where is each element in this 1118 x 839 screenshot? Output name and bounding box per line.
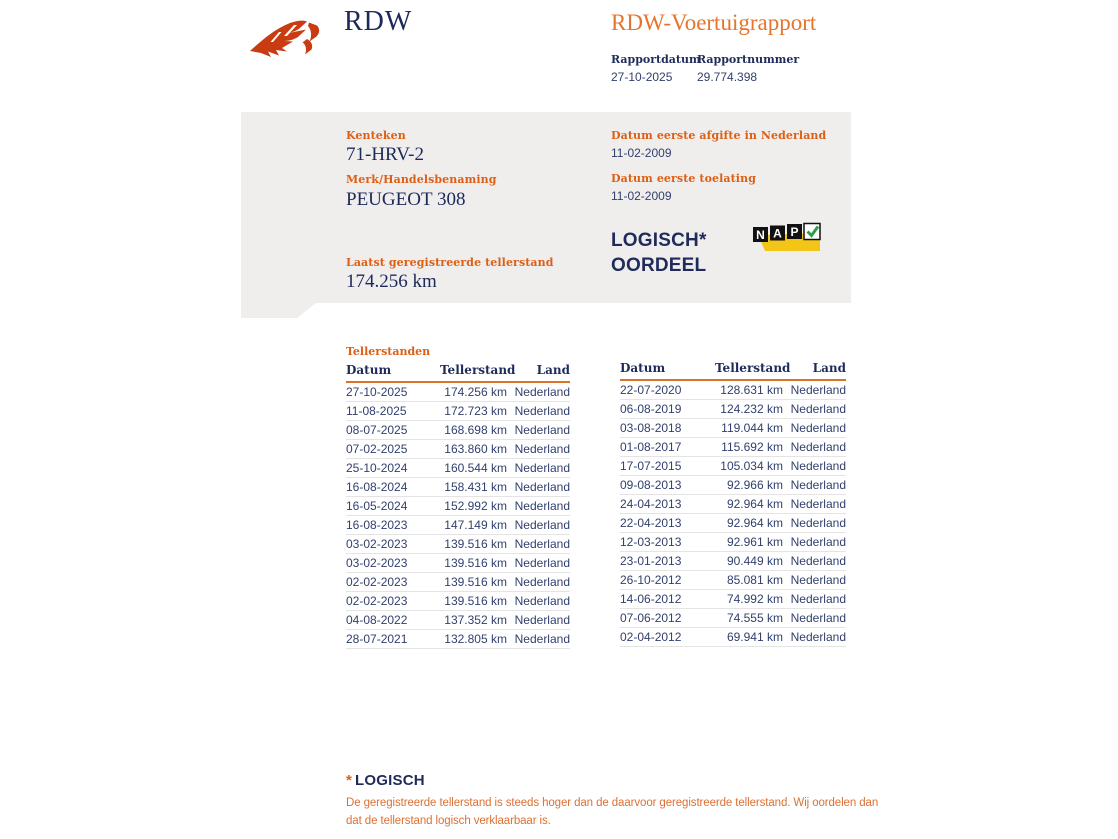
cell-land: Nederland — [783, 551, 846, 570]
cell-land: Nederland — [507, 401, 570, 420]
cell-land: Nederland — [507, 591, 570, 610]
cell-datum: 07-06-2012 — [620, 608, 715, 627]
table-row — [620, 437, 846, 456]
footnote-heading — [346, 772, 425, 789]
cell-tellerstand: 124.232 km — [715, 399, 783, 418]
table-row — [346, 515, 570, 534]
cell-land: Nederland — [507, 477, 570, 496]
cell-datum: 17-07-2015 — [620, 456, 715, 475]
table-header-row — [620, 361, 846, 380]
cell-land: Nederland — [507, 420, 570, 439]
kenteken-value: 71-HRV-2 — [346, 144, 425, 165]
cell-land: Nederland — [507, 382, 570, 401]
cell-tellerstand: 132.805 km — [440, 629, 507, 648]
tellerstanden-table-right — [620, 361, 846, 647]
cell-datum: 12-03-2013 — [620, 532, 715, 551]
cell-datum: 16-05-2024 — [346, 496, 440, 515]
report-date-block — [611, 53, 701, 84]
cell-land: Nederland — [507, 496, 570, 515]
report-meta — [611, 53, 799, 84]
footnote-text — [346, 795, 906, 830]
cell-tellerstand: 139.516 km — [440, 572, 507, 591]
cell-datum: 25-10-2024 — [346, 458, 440, 477]
cell-datum: 27-10-2025 — [346, 382, 440, 401]
table-row — [346, 401, 570, 420]
table-row — [346, 458, 570, 477]
nap-logo — [752, 222, 822, 254]
svg-text:P: P — [790, 225, 799, 239]
oordeel-text — [611, 228, 707, 278]
cell-datum: 24-04-2013 — [620, 494, 715, 513]
cell-datum: 23-01-2013 — [620, 551, 715, 570]
cell-land: Nederland — [783, 380, 846, 399]
table-row — [346, 553, 570, 572]
col-header-datum: Datum — [346, 363, 440, 382]
table-row — [620, 532, 846, 551]
cell-land: Nederland — [783, 456, 846, 475]
table-row — [346, 534, 570, 553]
cell-tellerstand: 115.692 km — [715, 437, 783, 456]
table-row — [620, 627, 846, 646]
cell-datum: 02-02-2023 — [346, 572, 440, 591]
report-number-block — [697, 53, 799, 84]
cell-tellerstand: 147.149 km — [440, 515, 507, 534]
cell-datum: 04-08-2022 — [346, 610, 440, 629]
cell-land: Nederland — [507, 610, 570, 629]
cell-tellerstand: 139.516 km — [440, 553, 507, 572]
col-header-tellerstand: Tellerstand — [440, 363, 507, 382]
table-row — [346, 591, 570, 610]
cell-tellerstand: 85.081 km — [715, 570, 783, 589]
oordeel-line2: OORDEEL — [611, 255, 707, 276]
cell-land: Nederland — [507, 629, 570, 648]
cell-tellerstand: 139.516 km — [440, 591, 507, 610]
merk-value: PEUGEOT 308 — [346, 189, 466, 210]
cell-land: Nederland — [783, 475, 846, 494]
afgifte-value: 11-02-2009 — [611, 146, 672, 160]
table-row — [346, 477, 570, 496]
table-row — [346, 420, 570, 439]
tellerstanden-section-right — [620, 361, 846, 647]
col-header-tellerstand: Tellerstand — [715, 361, 783, 380]
cell-datum: 03-02-2023 — [346, 534, 440, 553]
tellerstanden-title: Tellerstanden — [346, 345, 431, 358]
cell-datum: 03-02-2023 — [346, 553, 440, 572]
cell-tellerstand: 92.964 km — [715, 494, 783, 513]
footnote-asterisk: * — [346, 772, 353, 789]
report-number-value: 29.774.398 — [697, 70, 758, 84]
table-row — [620, 399, 846, 418]
toelating-value: 11-02-2009 — [611, 189, 672, 203]
cell-datum: 06-08-2019 — [620, 399, 715, 418]
cell-datum: 07-02-2025 — [346, 439, 440, 458]
cell-tellerstand: 92.961 km — [715, 532, 783, 551]
cell-tellerstand: 163.860 km — [440, 439, 507, 458]
cell-tellerstand: 74.555 km — [715, 608, 783, 627]
table-row — [346, 382, 570, 401]
table-row — [620, 494, 846, 513]
col-header-datum: Datum — [620, 361, 715, 380]
svg-text:A: A — [773, 226, 782, 241]
cell-land: Nederland — [783, 418, 846, 437]
cell-datum: 11-08-2025 — [346, 401, 440, 420]
cell-datum: 22-04-2013 — [620, 513, 715, 532]
cell-datum: 08-07-2025 — [346, 420, 440, 439]
cell-datum: 16-08-2023 — [346, 515, 440, 534]
rdw-wing-logo-icon — [248, 18, 326, 68]
cell-datum: 09-08-2013 — [620, 475, 715, 494]
table-row — [346, 629, 570, 648]
cell-tellerstand: 172.723 km — [440, 401, 507, 420]
table-row — [620, 475, 846, 494]
cell-datum: 03-08-2018 — [620, 418, 715, 437]
cell-datum: 26-10-2012 — [620, 570, 715, 589]
cell-tellerstand: 105.034 km — [715, 456, 783, 475]
summary-box-tail — [241, 302, 317, 318]
kenteken-label: Kenteken — [346, 129, 406, 142]
report-date-value: 27-10-2025 — [611, 70, 673, 84]
cell-land: Nederland — [507, 458, 570, 477]
cell-datum: 22-07-2020 — [620, 380, 715, 399]
cell-land: Nederland — [783, 589, 846, 608]
footnote-line2: dat de tellerstand logisch verklaarbaar is. — [346, 814, 551, 827]
page-title: RDW-Voertuigrapport — [611, 10, 817, 35]
cell-tellerstand: 90.449 km — [715, 551, 783, 570]
table-row — [620, 570, 846, 589]
report-date-label: Rapportdatum — [611, 53, 701, 66]
table-row — [620, 589, 846, 608]
cell-datum: 14-06-2012 — [620, 589, 715, 608]
table-row — [620, 551, 846, 570]
table-row — [620, 608, 846, 627]
cell-tellerstand: 74.992 km — [715, 589, 783, 608]
cell-land: Nederland — [783, 627, 846, 646]
oordeel-line1: LOGISCH* — [611, 230, 707, 251]
cell-tellerstand: 119.044 km — [715, 418, 783, 437]
cell-land: Nederland — [783, 570, 846, 589]
cell-land: Nederland — [783, 494, 846, 513]
col-header-land: Land — [783, 361, 846, 380]
laatste-tellerstand-label: Laatst geregistreerde tellerstand — [346, 256, 554, 269]
table-row — [346, 496, 570, 515]
table-row — [620, 513, 846, 532]
cell-tellerstand: 158.431 km — [440, 477, 507, 496]
cell-tellerstand: 174.256 km — [440, 382, 507, 401]
cell-tellerstand: 160.544 km — [440, 458, 507, 477]
cell-land: Nederland — [507, 515, 570, 534]
cell-land: Nederland — [507, 439, 570, 458]
cell-datum: 16-08-2024 — [346, 477, 440, 496]
table-row — [346, 572, 570, 591]
cell-land: Nederland — [783, 608, 846, 627]
cell-tellerstand: 152.992 km — [440, 496, 507, 515]
cell-datum: 28-07-2021 — [346, 629, 440, 648]
cell-tellerstand: 137.352 km — [440, 610, 507, 629]
cell-land: Nederland — [783, 399, 846, 418]
table-row — [620, 456, 846, 475]
cell-land: Nederland — [507, 572, 570, 591]
report-number-label: Rapportnummer — [697, 53, 800, 66]
tellerstanden-section — [346, 345, 570, 649]
cell-land: Nederland — [783, 513, 846, 532]
laatste-tellerstand-value: 174.256 km — [346, 271, 437, 292]
cell-tellerstand: 92.964 km — [715, 513, 783, 532]
table-row — [620, 418, 846, 437]
footnote-title: LOGISCH — [355, 772, 425, 789]
table-row — [346, 610, 570, 629]
cell-tellerstand: 128.631 km — [715, 380, 783, 399]
cell-datum: 02-02-2023 — [346, 591, 440, 610]
toelating-label: Datum eerste toelating — [611, 172, 756, 185]
cell-land: Nederland — [507, 534, 570, 553]
cell-land: Nederland — [783, 532, 846, 551]
col-header-land: Land — [507, 363, 570, 382]
cell-land: Nederland — [783, 437, 846, 456]
afgifte-label: Datum eerste afgifte in Nederland — [611, 129, 827, 142]
cell-tellerstand: 139.516 km — [440, 534, 507, 553]
footnote-line1: De geregistreerde tellerstand is steeds hoger dan de daarvoor geregistreerde tellerstand. Wij oordelen dan — [346, 797, 879, 809]
tellerstanden-table-left — [346, 363, 570, 649]
svg-text:N: N — [756, 228, 765, 242]
cell-tellerstand: 69.941 km — [715, 627, 783, 646]
rdw-logotype: RDW — [344, 6, 413, 37]
cell-land: Nederland — [507, 553, 570, 572]
table-header-row — [346, 363, 570, 382]
table-row — [620, 380, 846, 399]
cell-datum: 02-04-2012 — [620, 627, 715, 646]
cell-datum: 01-08-2017 — [620, 437, 715, 456]
cell-tellerstand: 168.698 km — [440, 420, 507, 439]
merk-label: Merk/Handelsbenaming — [346, 173, 497, 186]
table-row — [346, 439, 570, 458]
cell-tellerstand: 92.966 km — [715, 475, 783, 494]
